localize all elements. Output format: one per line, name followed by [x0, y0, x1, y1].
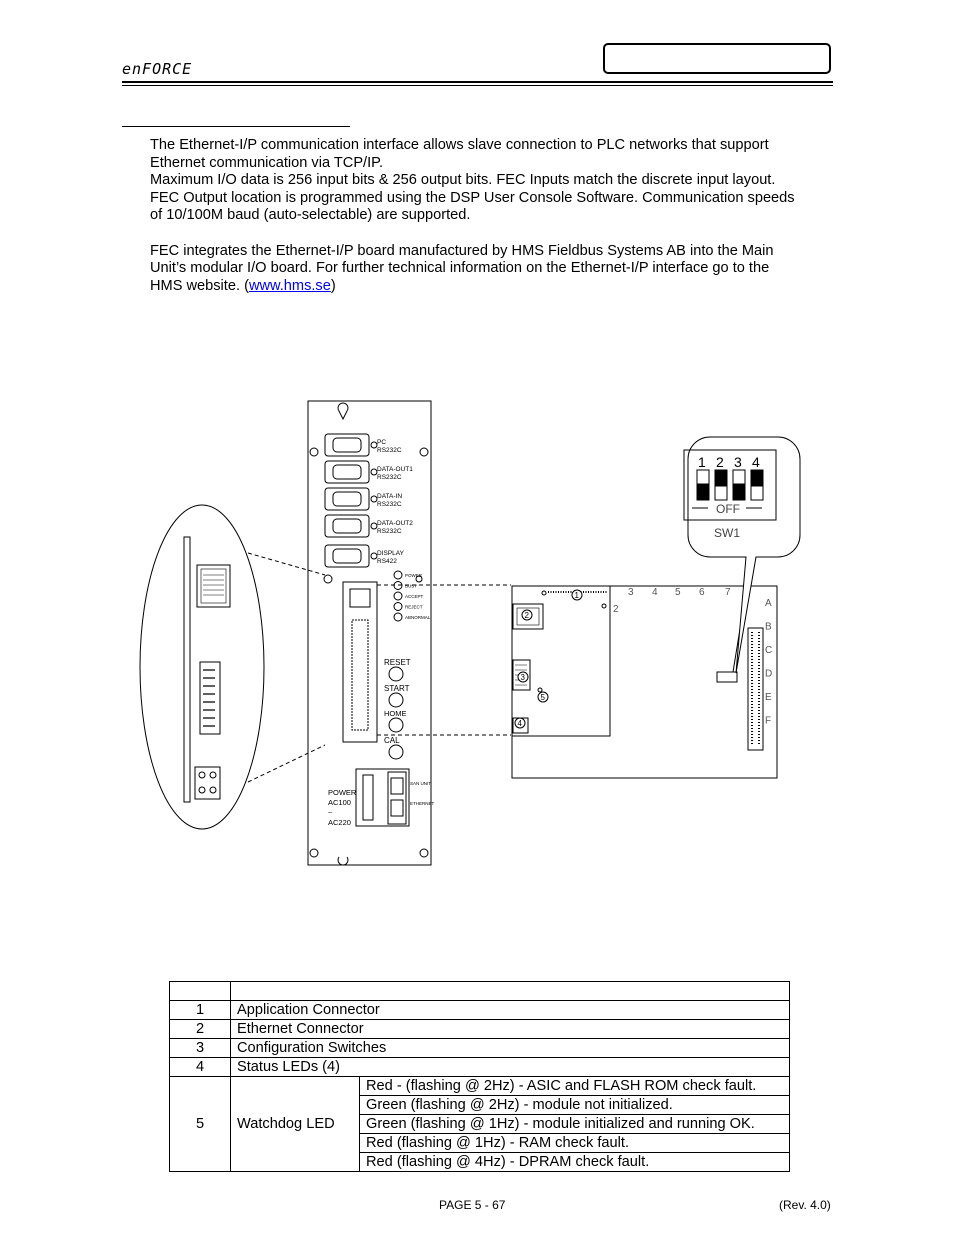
- row-number: 4: [170, 1058, 231, 1077]
- port-frame: [325, 488, 369, 510]
- grid-column-label: 7: [725, 587, 731, 598]
- dip-toggle: [715, 470, 727, 486]
- led-label: ABNORMAL: [405, 615, 431, 620]
- status-led-icon: [394, 613, 402, 621]
- switch-number: 3: [734, 454, 742, 470]
- db9-connector-icon: [333, 465, 361, 479]
- table-row: [170, 1058, 790, 1077]
- port-label: DISPLAY: [377, 550, 404, 557]
- watchdog-state: Red (flashing @ 1Hz) - RAM check fault.: [360, 1134, 790, 1153]
- db9-connector-icon: [333, 519, 361, 533]
- table-header-cell: [231, 982, 790, 1001]
- callout-number: 5: [540, 693, 545, 702]
- switch-number: 1: [698, 454, 706, 470]
- dip-toggle: [697, 484, 709, 500]
- dip-toggle: [733, 484, 745, 500]
- grid-row-label: A: [765, 598, 772, 609]
- link-suffix: ): [330, 277, 336, 294]
- port-frame: [325, 434, 369, 456]
- row-description: Ethernet Connector: [231, 1020, 790, 1039]
- led-label: ACCEPT: [405, 594, 424, 599]
- sw1-balloon: [684, 437, 800, 673]
- switch-name-label: SW1: [714, 526, 741, 540]
- row-description: Configuration Switches: [231, 1039, 790, 1058]
- port-label: RS232C: [377, 447, 402, 454]
- magnified-board-view: [140, 505, 325, 829]
- revision: (Rev. 4.0): [779, 1198, 831, 1212]
- grid-row-label: B: [765, 621, 772, 633]
- db9-connector-icon: [333, 492, 361, 506]
- switch-number: 2: [716, 454, 724, 470]
- component-table: [169, 981, 790, 1172]
- hms-website-link[interactable]: www.hms.se: [248, 277, 331, 294]
- db9-connector-icon: [333, 549, 361, 563]
- grid-row-label: E: [765, 692, 772, 703]
- port-label: DATA-OUT2: [377, 520, 413, 527]
- port-frame: [325, 515, 369, 537]
- paragraph-1-line-3: Maximum I/O data is 256 input bits & 256 output bits. FEC Inputs match the discrete input layout.: [150, 172, 776, 189]
- paragraph-1-line-5: of 10/100M baud (auto-selectable) are supported.: [150, 207, 471, 224]
- connector-label: SAN UNIT: [410, 781, 432, 786]
- grid-row-label: C: [765, 645, 773, 656]
- table-header-cell: [170, 982, 231, 1001]
- paragraph-2-line-2: Unit’s modular I/O board. For further technical information on the Ethernet-I/P interface go to the: [150, 260, 770, 277]
- io-board: [512, 586, 777, 778]
- port-label: DATA-OUT1: [377, 466, 413, 473]
- watchdog-state: Green (flashing @ 2Hz) - module not initialized.: [360, 1096, 790, 1115]
- callout-number: 1: [574, 591, 579, 600]
- paragraph-1-line-2: Ethernet communication via TCP/IP.: [150, 154, 384, 171]
- watchdog-state: Green (flashing @ 1Hz) - module initialized and running OK.: [360, 1115, 790, 1134]
- panel-button-icon: [389, 718, 403, 732]
- port-label: RS232C: [377, 501, 402, 508]
- power-label: ~: [328, 808, 333, 817]
- switch-off-label: OFF: [716, 502, 740, 516]
- button-label: RESET: [384, 658, 411, 667]
- watchdog-state: Red (flashing @ 4Hz) - DPRAM check fault.: [360, 1153, 790, 1172]
- port-label: RS232C: [377, 474, 402, 481]
- link-prefix: HMS website. (: [150, 277, 249, 294]
- port-label: DATA-IN: [377, 493, 403, 500]
- led-label: REJECT: [405, 604, 423, 610]
- led-label: POWER: [405, 573, 423, 578]
- row-description: Status LEDs (4): [231, 1058, 790, 1077]
- table-row: [170, 1077, 790, 1096]
- power-label: AC100: [328, 798, 351, 807]
- paragraph-1-line-1: The Ethernet-I/P communication interface allows slave connection to PLC networks that support: [150, 137, 769, 153]
- row-description: Watchdog LED: [231, 1077, 360, 1172]
- grid-column-label: 6: [699, 587, 705, 598]
- callout-number: 3: [520, 673, 525, 682]
- grid-row-label: F: [765, 715, 772, 727]
- table-header-row: [170, 982, 790, 1001]
- paragraph-1-line-4: FEC Output location is programmed using the DSP User Console Software. Communication speeds: [150, 189, 795, 206]
- callout-markers: [515, 590, 582, 728]
- page-number: PAGE 5 - 67: [439, 1198, 506, 1212]
- io-module-slot: [343, 582, 511, 742]
- grid-column-label: 2: [613, 604, 619, 615]
- status-led-icon: [394, 603, 402, 611]
- row-number: 2: [170, 1020, 231, 1039]
- port-frame: [325, 461, 369, 483]
- port-label: RS232C: [377, 528, 402, 535]
- button-label: HOME: [384, 709, 407, 718]
- grid-column-label: 3: [628, 587, 634, 598]
- row-number: 5: [170, 1077, 231, 1172]
- table-row: [170, 1001, 790, 1020]
- callout-number: 4: [517, 719, 522, 728]
- row-description: Application Connector: [231, 1001, 790, 1020]
- paragraph-2-line-1: FEC integrates the Ethernet-I/P board manufactured by HMS Fieldbus Systems AB into the Main: [150, 242, 774, 259]
- power-section: [356, 769, 409, 826]
- enforce-logo: enFORCE: [122, 60, 193, 78]
- port-label: RS422: [377, 558, 397, 565]
- button-label: CAL: [384, 736, 400, 745]
- status-led-icon: [394, 571, 402, 579]
- table-row: [170, 1039, 790, 1058]
- grid-row-label: D: [765, 668, 773, 680]
- port-label: PC: [377, 439, 387, 446]
- button-label: START: [384, 684, 410, 693]
- table-row: [170, 1020, 790, 1039]
- port-frame: [325, 545, 369, 567]
- serial-ports: [325, 434, 413, 567]
- grid-column-label: 4: [652, 587, 658, 598]
- switch-number: 4: [752, 454, 760, 470]
- status-led-icon: [394, 592, 402, 600]
- power-label: AC220: [328, 818, 351, 827]
- panel-button-icon: [389, 745, 403, 759]
- row-number: 1: [170, 1001, 231, 1020]
- db9-connector-icon: [333, 438, 361, 452]
- callout-number: 2: [524, 611, 529, 620]
- grid-column-label: 5: [675, 587, 681, 598]
- dip-toggle: [751, 470, 763, 486]
- led-label: BUSY: [405, 583, 418, 589]
- panel-button-icon: [389, 667, 403, 681]
- power-label: POWER: [328, 788, 357, 797]
- row-number: 3: [170, 1039, 231, 1058]
- watchdog-state: Red - (flashing @ 2Hz) - ASIC and FLASH ROM check fault.: [360, 1077, 790, 1096]
- connector-label: ETHERNET: [410, 801, 435, 806]
- status-leds: [394, 571, 431, 621]
- panel-button-icon: [389, 693, 403, 707]
